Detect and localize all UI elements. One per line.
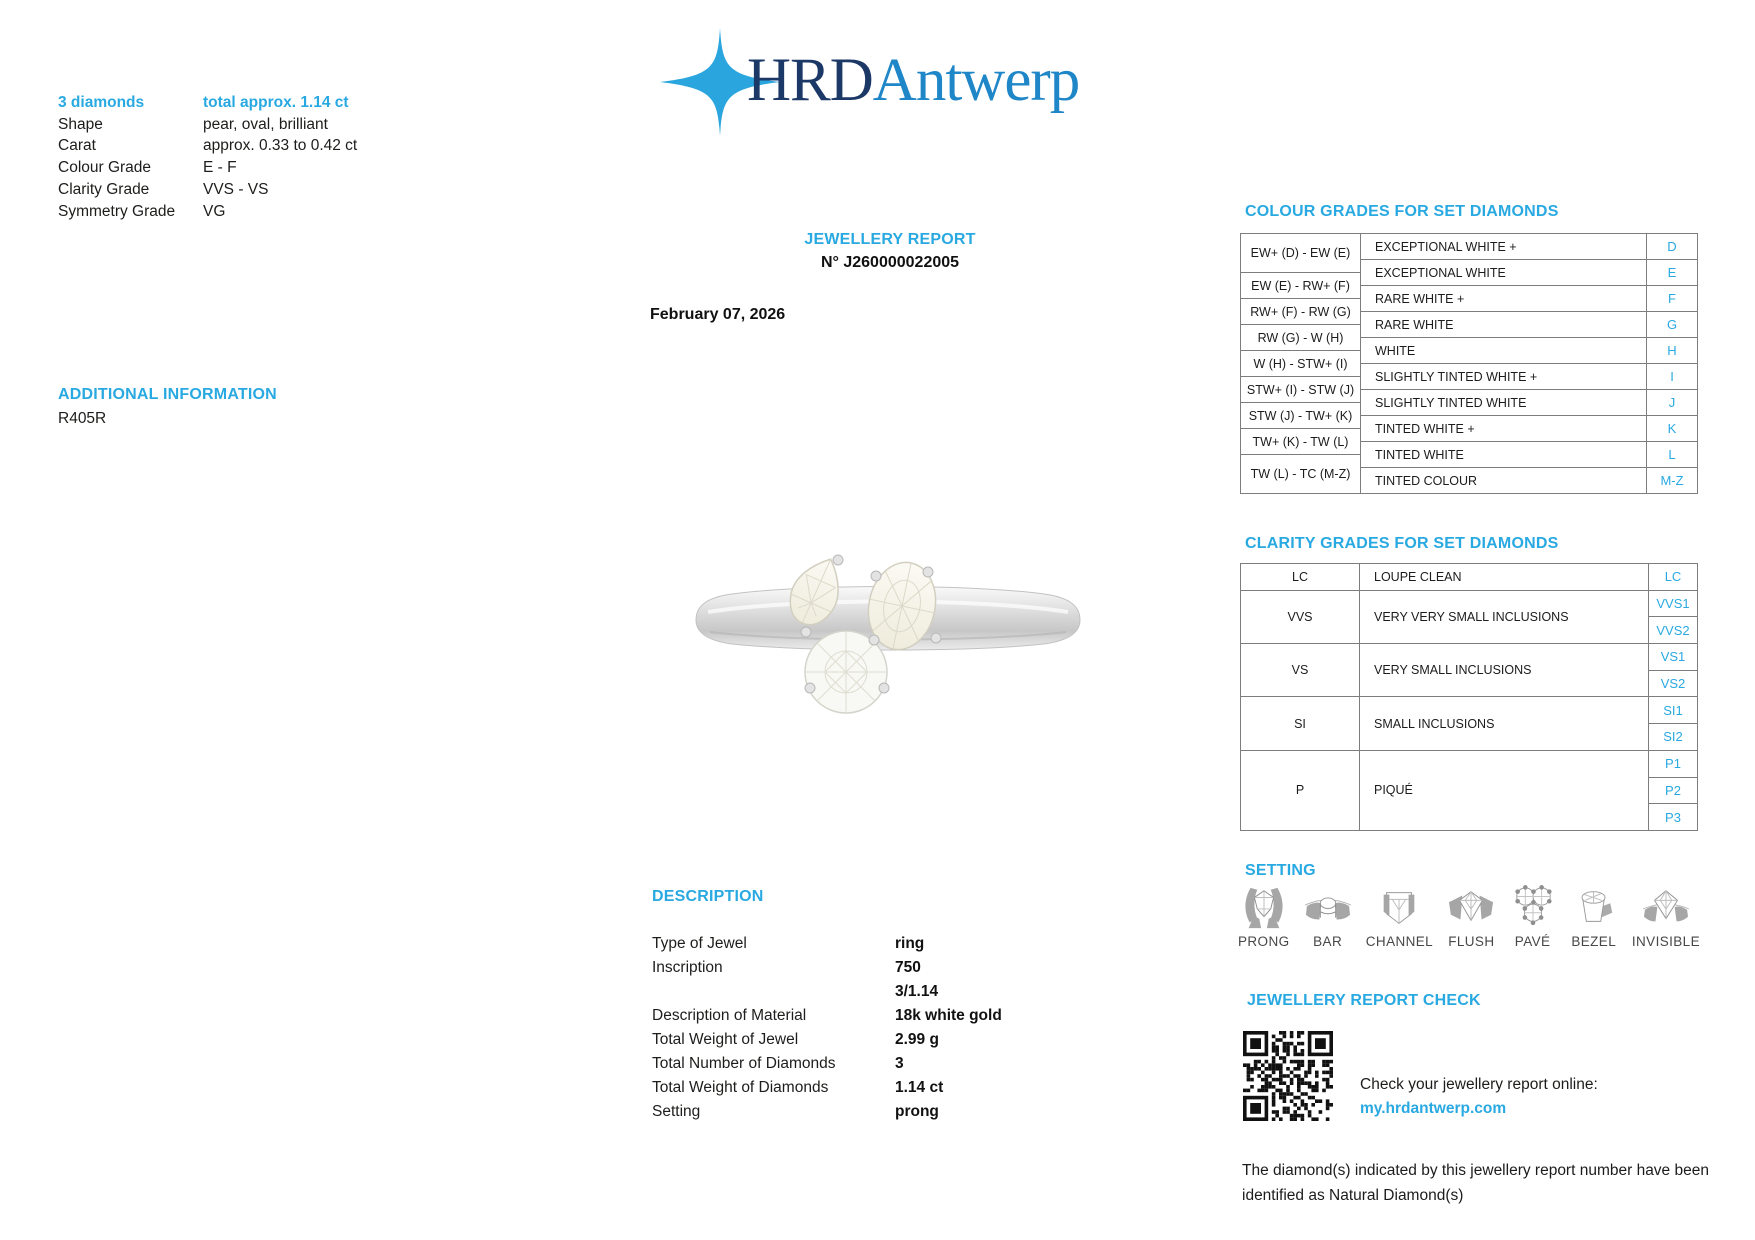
setting-option-label: CHANNEL [1365, 934, 1434, 949]
clarity-grade-cell: VS1 [1649, 644, 1698, 671]
setting-option-invisible [1632, 886, 1700, 949]
description-row-label: Setting [652, 1103, 701, 1120]
summary-heading-row [58, 92, 478, 114]
colour-desc-cell: EXCEPTIONAL WHITE [1361, 260, 1647, 286]
setting-option-label: BEZEL [1571, 934, 1617, 949]
clarity-grade-cell: VVS2 [1649, 617, 1698, 644]
description-row-label: Total Number of Diamonds [652, 1055, 836, 1072]
colour-range-cell: W (H) - STW+ (I) [1241, 351, 1361, 377]
summary-row [58, 157, 478, 179]
colour-desc-cell: TINTED WHITE + [1361, 416, 1647, 442]
description-row-label: Total Weight of Diamonds [652, 1079, 829, 1096]
colour-range-cell: TW+ (K) - TW (L) [1241, 429, 1361, 455]
additional-information-heading: ADDITIONAL INFORMATION [58, 386, 277, 403]
clarity-desc-cell: SMALL INCLUSIONS [1360, 697, 1649, 750]
colour-range-cell: STW+ (I) - STW (J) [1241, 377, 1361, 403]
colour-desc-cell: SLIGHTLY TINTED WHITE [1361, 390, 1647, 416]
clarity-grade-cell: SI2 [1649, 724, 1698, 751]
colour-desc-cell: RARE WHITE [1361, 312, 1647, 338]
colour-grade-cell: K [1647, 416, 1698, 442]
clarity-grade-cell: P1 [1649, 751, 1698, 778]
colour-grade-cell: F [1647, 286, 1698, 312]
summary-row [58, 135, 478, 157]
setting-option-label: PRONG [1238, 934, 1290, 949]
report-check-heading: JEWELLERY REPORT CHECK [1247, 992, 1481, 1009]
summary-row-value: VG [203, 202, 226, 220]
description-row-value: 3 [895, 1055, 904, 1072]
description-row [652, 932, 1122, 956]
description-row [652, 1052, 1122, 1076]
summary-rows [58, 114, 478, 223]
summary-row [58, 179, 478, 201]
description-heading: DESCRIPTION [652, 888, 764, 905]
clarity-grade-cell: P3 [1649, 804, 1698, 831]
prong-icon [1241, 886, 1287, 930]
clarity-grades-table [1240, 563, 1698, 831]
clarity-code-cell: LC [1241, 564, 1360, 591]
colour-range-cell: EW+ (D) - EW (E) [1241, 234, 1361, 273]
description-section [652, 888, 1122, 1124]
colour-desc-cell: RARE WHITE + [1361, 286, 1647, 312]
bezel-icon [1571, 886, 1617, 930]
description-row-value: ring [895, 935, 925, 952]
description-row [652, 1028, 1122, 1052]
setting-option-label: INVISIBLE [1631, 934, 1700, 949]
invisible-icon [1643, 886, 1689, 930]
description-row-label: Total Weight of Jewel [652, 1031, 799, 1048]
colour-grade-cell: M-Z [1647, 468, 1698, 494]
summary-row-value: E - F [203, 159, 237, 177]
brand-name-secondary: Antwerp [872, 47, 1080, 114]
clarity-grade-cell: LC [1649, 564, 1698, 591]
summary-row [58, 201, 478, 223]
colour-range-cell: EW (E) - RW+ (F) [1241, 273, 1361, 299]
report-date: February 07, 2026 [650, 306, 786, 323]
clarity-desc-cell: PIQUÉ [1360, 751, 1649, 831]
summary-row-label: Shape [58, 115, 103, 133]
colour-desc-cell: TINTED COLOUR [1361, 468, 1647, 494]
clarity-code-cell: VVS [1241, 591, 1360, 644]
clarity-desc-cell: VERY VERY SMALL INCLUSIONS [1360, 591, 1649, 644]
description-row-value: prong [895, 1103, 939, 1120]
description-row [652, 1076, 1122, 1100]
clarity-grade-cell: VVS1 [1649, 591, 1698, 618]
description-row-value: 750 [895, 959, 921, 976]
colour-grades-heading: COLOUR GRADES FOR SET DIAMONDS [1245, 203, 1559, 220]
description-row-label: Description of Material [652, 1007, 807, 1024]
setting-option-label: FLUSH [1448, 934, 1495, 949]
colour-grades-table [1240, 233, 1698, 494]
additional-information-value: R405R [58, 410, 107, 427]
bar-icon [1305, 886, 1351, 930]
colour-grade-cell: I [1647, 364, 1698, 390]
setting-options [1238, 886, 1700, 949]
colour-grade-cell: J [1647, 390, 1698, 416]
colour-range-cell: STW (J) - TW+ (K) [1241, 403, 1361, 429]
clarity-code-cell: P [1241, 751, 1360, 831]
additional-information [58, 386, 277, 428]
diamond-summary [58, 92, 478, 222]
colour-range-cell: TW (L) - TC (M-Z) [1241, 455, 1361, 494]
description-row [652, 1004, 1122, 1028]
setting-option-channel [1366, 886, 1433, 949]
colour-range-cell: RW (G) - W (H) [1241, 325, 1361, 351]
clarity-code-cell: SI [1241, 697, 1360, 750]
setting-option-label: PAVÉ [1514, 934, 1551, 949]
description-row-label [652, 980, 895, 1004]
report-number: N° J260000022005 [820, 254, 960, 271]
report-title: JEWELLERY REPORT [804, 231, 976, 248]
clarity-grade-cell: SI1 [1649, 697, 1698, 724]
channel-icon [1376, 886, 1422, 930]
colour-desc-cell: SLIGHTLY TINTED WHITE + [1361, 364, 1647, 390]
description-row-value: 1.14 ct [895, 1079, 944, 1096]
clarity-code-cell: VS [1241, 644, 1360, 697]
total-carat: total approx. 1.14 ct [203, 94, 349, 111]
description-row-value: 3/1.14 [895, 983, 939, 1000]
ring-photo [688, 520, 1088, 740]
summary-row-label: Symmetry Grade [58, 202, 176, 220]
report-title-block [610, 231, 1170, 272]
setting-option-pave [1510, 886, 1556, 949]
setting-option-prong [1238, 886, 1290, 949]
description-row-label: Inscription [652, 959, 723, 976]
natural-diamond-note: The diamond(s) indicated by this jewellery report number have been identified as Natural Diamond(s) [1242, 1162, 1709, 1204]
description-row-value: 2.99 g [895, 1031, 939, 1048]
clarity-desc-cell: VERY SMALL INCLUSIONS [1360, 644, 1649, 697]
summary-row-label: Carat [58, 137, 96, 155]
summary-row-value: pear, oval, brilliant [203, 115, 328, 133]
description-row [652, 956, 1122, 980]
check-online-label: Check your jewellery report online: [1360, 1076, 1598, 1093]
diamond-count: 3 diamonds [58, 94, 145, 111]
setting-option-bezel [1571, 886, 1617, 949]
colour-desc-cell: EXCEPTIONAL WHITE + [1361, 234, 1647, 260]
summary-row-value: approx. 0.33 to 0.42 ct [203, 137, 358, 155]
description-row-label: Type of Jewel [652, 935, 747, 952]
description-rows [652, 932, 1122, 1124]
setting-heading: SETTING [1245, 862, 1316, 879]
qr-code [1243, 1031, 1333, 1121]
setting-option-flush [1448, 886, 1494, 949]
flush-icon [1448, 886, 1494, 930]
clarity-desc-cell: LOUPE CLEAN [1360, 564, 1649, 591]
summary-row-label: Colour Grade [58, 159, 152, 177]
clarity-grade-cell: P2 [1649, 778, 1698, 805]
summary-row-value: VVS - VS [203, 180, 269, 198]
pave-icon [1510, 886, 1556, 930]
brand-wordmark [747, 47, 1080, 114]
report-check-url-link[interactable]: my.hrdantwerp.com [1360, 1100, 1507, 1117]
colour-desc-cell: WHITE [1361, 338, 1647, 364]
colour-grade-cell: D [1647, 234, 1698, 260]
description-row [652, 980, 1122, 1004]
description-row-value: 18k white gold [895, 1007, 1002, 1024]
colour-grade-cell: L [1647, 442, 1698, 468]
colour-grade-cell: E [1647, 260, 1698, 286]
colour-desc-cell: TINTED WHITE [1361, 442, 1647, 468]
setting-option-bar [1305, 886, 1351, 949]
description-row [652, 1100, 1122, 1124]
summary-row-label: Clarity Grade [58, 180, 150, 198]
clarity-grade-cell: VS2 [1649, 671, 1698, 698]
setting-option-label: BAR [1313, 934, 1343, 949]
colour-grade-cell: H [1647, 338, 1698, 364]
brand-name-primary: HRD [747, 47, 873, 114]
colour-range-cell: RW+ (F) - RW (G) [1241, 299, 1361, 325]
colour-grade-cell: G [1647, 312, 1698, 338]
summary-row [58, 114, 478, 136]
clarity-grades-heading: CLARITY GRADES FOR SET DIAMONDS [1245, 535, 1559, 552]
